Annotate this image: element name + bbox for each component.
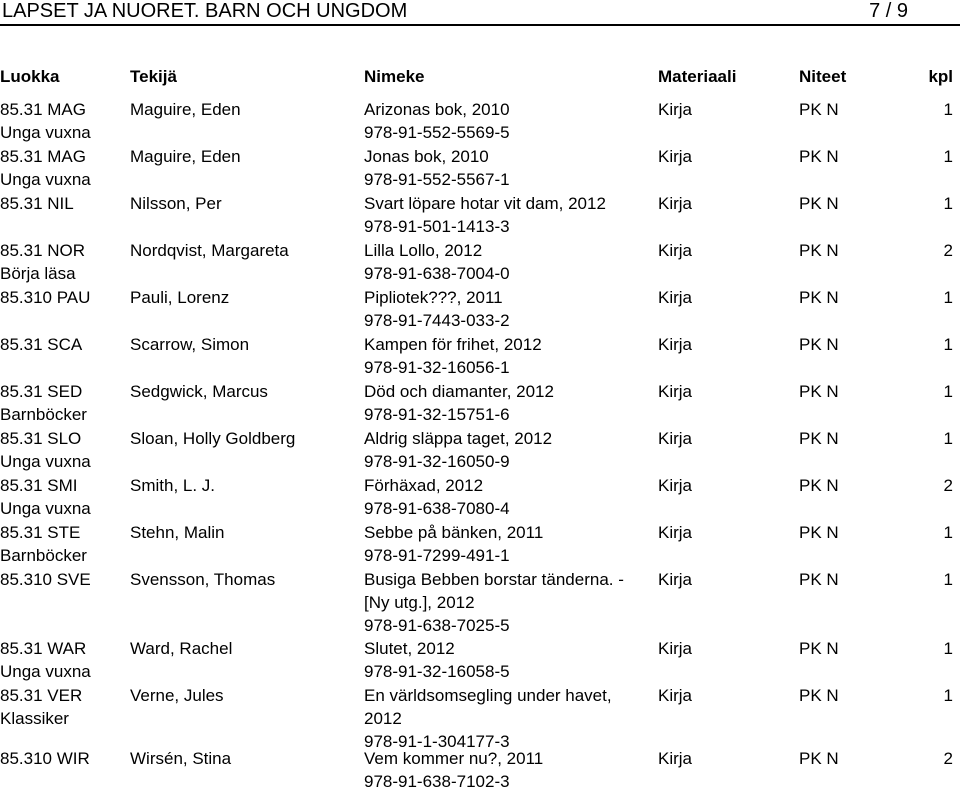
cell-title — [364, 747, 648, 793]
cell-classification-line: Barnböcker — [0, 405, 87, 424]
cell-classification — [0, 98, 91, 144]
cell-title-line: Slutet, 2012 — [364, 639, 455, 658]
cell-title — [364, 684, 648, 753]
cell-count: 1 — [943, 288, 953, 307]
cell-material: Kirja — [658, 429, 693, 448]
cell-author: Wirsén, Stina — [130, 749, 232, 768]
cell-classification-line: 85.31 SED — [0, 382, 83, 401]
cell-count: 2 — [943, 476, 953, 495]
cell-classification — [0, 239, 85, 285]
cell-count: 1 — [943, 570, 953, 589]
cell-author: Verne, Jules — [130, 686, 224, 705]
cell-count: 1 — [943, 639, 953, 658]
cell-classification-line: Unga vuxna — [0, 452, 91, 471]
cell-title — [364, 333, 648, 379]
cell-classification-line: 85.31 MAG — [0, 147, 86, 166]
cell-title — [364, 145, 648, 191]
cell-classification-line: 85.31 SLO — [0, 429, 82, 448]
cell-classification — [0, 286, 90, 309]
cell-count: 1 — [943, 382, 953, 401]
cell-classification — [0, 637, 91, 683]
cell-author: Nilsson, Per — [130, 194, 222, 213]
cell-title-line: 978-91-638-7025-5 — [364, 616, 510, 635]
cell-notes: PK N — [799, 147, 839, 166]
page-number: 7 / 9 — [869, 0, 908, 22]
cell-title-line: Svart löpare hotar vit dam, 2012 — [364, 194, 606, 213]
cell-classification — [0, 380, 87, 426]
cell-notes: PK N — [799, 686, 839, 705]
cell-classification-line: 85.31 SMI — [0, 476, 78, 495]
cell-classification-line: 85.31 STE — [0, 523, 81, 542]
cell-classification-line: 85.310 WIR — [0, 749, 90, 768]
cell-material: Kirja — [658, 523, 693, 542]
cell-classification — [0, 333, 82, 356]
cell-material: Kirja — [658, 241, 693, 260]
cell-title — [364, 474, 648, 520]
cell-classification-line: Börja läsa — [0, 264, 76, 283]
cell-classification-line: 85.310 SVE — [0, 570, 91, 589]
cell-count: 1 — [943, 335, 953, 354]
cell-title-line: 978-91-552-5567-1 — [364, 170, 510, 189]
cell-author: Svensson, Thomas — [130, 570, 276, 589]
cell-count: 1 — [943, 523, 953, 542]
cell-title-line: Aldrig släppa taget, 2012 — [364, 429, 553, 448]
cell-title — [364, 427, 648, 473]
cell-count: 2 — [943, 749, 953, 768]
document-title: LAPSET JA NUORET. BARN OCH UNGDOM — [2, 0, 408, 22]
cell-classification-line: 85.31 SCA — [0, 335, 83, 354]
cell-title — [364, 192, 648, 238]
cell-author: Sedgwick, Marcus — [130, 382, 268, 401]
cell-title — [364, 239, 648, 285]
page-header — [0, 0, 960, 22]
cell-author: Nordqvist, Margareta — [130, 241, 289, 260]
cell-author: Maguire, Eden — [130, 147, 241, 166]
cell-count: 1 — [943, 194, 953, 213]
cell-title — [364, 521, 648, 567]
column-header-count: kpl — [928, 67, 953, 86]
cell-material: Kirja — [658, 335, 693, 354]
cell-classification — [0, 521, 87, 567]
cell-notes: PK N — [799, 335, 839, 354]
cell-title-line: En världsomsegling under havet, — [364, 686, 612, 705]
cell-classification — [0, 427, 91, 473]
cell-material: Kirja — [658, 686, 693, 705]
cell-classification-line: 85.310 PAU — [0, 288, 91, 307]
cell-notes: PK N — [799, 639, 839, 658]
cell-title-line: Arizonas bok, 2010 — [364, 100, 510, 119]
cell-notes: PK N — [799, 194, 839, 213]
cell-title-line: Sebbe på bänken, 2011 — [364, 523, 544, 542]
cell-material: Kirja — [658, 147, 693, 166]
cell-title-line: Pipliotek???, 2011 — [364, 288, 503, 307]
cell-title-line: 978-91-1-304177-3 — [364, 732, 510, 751]
cell-title-line: Förhäxad, 2012 — [364, 476, 484, 495]
column-header-author: Tekijä — [130, 67, 177, 86]
cell-title — [364, 380, 648, 426]
cell-classification — [0, 684, 82, 730]
cell-title-line: Vem kommer nu?, 2011 — [364, 749, 544, 768]
cell-title-line: Lilla Lollo, 2012 — [364, 241, 483, 260]
cell-material: Kirja — [658, 570, 693, 589]
cell-classification — [0, 474, 91, 520]
cell-classification-line: 85.31 MAG — [0, 100, 86, 119]
cell-classification — [0, 747, 90, 770]
cell-material: Kirja — [658, 382, 693, 401]
cell-notes: PK N — [799, 429, 839, 448]
cell-classification-line: Unga vuxna — [0, 123, 91, 142]
cell-title-line: 978-91-32-16058-5 — [364, 662, 510, 681]
cell-title — [364, 568, 648, 637]
cell-material: Kirja — [658, 749, 693, 768]
cell-notes: PK N — [799, 523, 839, 542]
cell-title-line: 978-91-7443-033-2 — [364, 311, 510, 330]
cell-title-line: 2012 — [364, 709, 402, 728]
cell-classification-line: Barnböcker — [0, 546, 87, 565]
header-rule — [0, 24, 960, 26]
cell-author: Pauli, Lorenz — [130, 288, 230, 307]
cell-title-line: 978-91-32-16050-9 — [364, 452, 510, 471]
column-header-class: Luokka — [0, 67, 60, 86]
cell-classification — [0, 192, 74, 215]
cell-notes: PK N — [799, 570, 839, 589]
cell-classification-line: Unga vuxna — [0, 170, 91, 189]
column-header-notes: Niteet — [799, 67, 847, 86]
cell-notes: PK N — [799, 749, 839, 768]
cell-title — [364, 286, 648, 332]
cell-title-line: [Ny utg.], 2012 — [364, 593, 475, 612]
cell-material: Kirja — [658, 288, 693, 307]
cell-classification-line: Unga vuxna — [0, 499, 91, 518]
cell-count: 1 — [943, 686, 953, 705]
column-header-title: Nimeke — [364, 67, 425, 86]
cell-classification-line: 85.31 WAR — [0, 639, 87, 658]
cell-classification-line: 85.31 VER — [0, 686, 83, 705]
cell-count: 1 — [943, 147, 953, 166]
cell-notes: PK N — [799, 241, 839, 260]
column-header-material: Materiaali — [658, 67, 737, 86]
cell-author: Stehn, Malin — [130, 523, 225, 542]
cell-notes: PK N — [799, 382, 839, 401]
cell-title-line: 978-91-7299-491-1 — [364, 546, 510, 565]
cell-author: Smith, L. J. — [130, 476, 216, 495]
cell-classification — [0, 145, 91, 191]
cell-count: 1 — [943, 429, 953, 448]
cell-material: Kirja — [658, 476, 693, 495]
cell-title-line: 978-91-552-5569-5 — [364, 123, 510, 142]
cell-classification-line: Unga vuxna — [0, 662, 91, 681]
cell-classification — [0, 568, 91, 591]
cell-title-line: Jonas bok, 2010 — [364, 147, 489, 166]
cell-title-line: 978-91-501-1413-3 — [364, 217, 510, 236]
cell-title-line: Död och diamanter, 2012 — [364, 382, 554, 401]
cell-author: Ward, Rachel — [130, 639, 233, 658]
cell-material: Kirja — [658, 100, 693, 119]
cell-classification-line: 85.31 NOR — [0, 241, 86, 260]
cell-classification-line: Klassiker — [0, 709, 69, 728]
cell-title-line: 978-91-638-7004-0 — [364, 264, 510, 283]
cell-material: Kirja — [658, 639, 693, 658]
cell-classification-line: 85.31 NIL — [0, 194, 74, 213]
cell-title — [364, 637, 648, 683]
cell-notes: PK N — [799, 476, 839, 495]
cell-author: Scarrow, Simon — [130, 335, 250, 354]
cell-count: 2 — [943, 241, 953, 260]
cell-title-line: Kampen för frihet, 2012 — [364, 335, 542, 354]
cell-title-line: 978-91-32-15751-6 — [364, 405, 510, 424]
cell-material: Kirja — [658, 194, 693, 213]
cell-title-line: Busiga Bebben borstar tänderna. - — [364, 570, 624, 589]
cell-title — [364, 98, 648, 144]
cell-notes: PK N — [799, 288, 839, 307]
cell-author: Maguire, Eden — [130, 100, 241, 119]
cell-notes: PK N — [799, 100, 839, 119]
cell-author: Sloan, Holly Goldberg — [130, 429, 296, 448]
cell-title-line: 978-91-638-7080-4 — [364, 499, 510, 518]
cell-title-line: 978-91-638-7102-3 — [364, 772, 510, 791]
cell-count: 1 — [943, 100, 953, 119]
cell-title-line: 978-91-32-16056-1 — [364, 358, 510, 377]
